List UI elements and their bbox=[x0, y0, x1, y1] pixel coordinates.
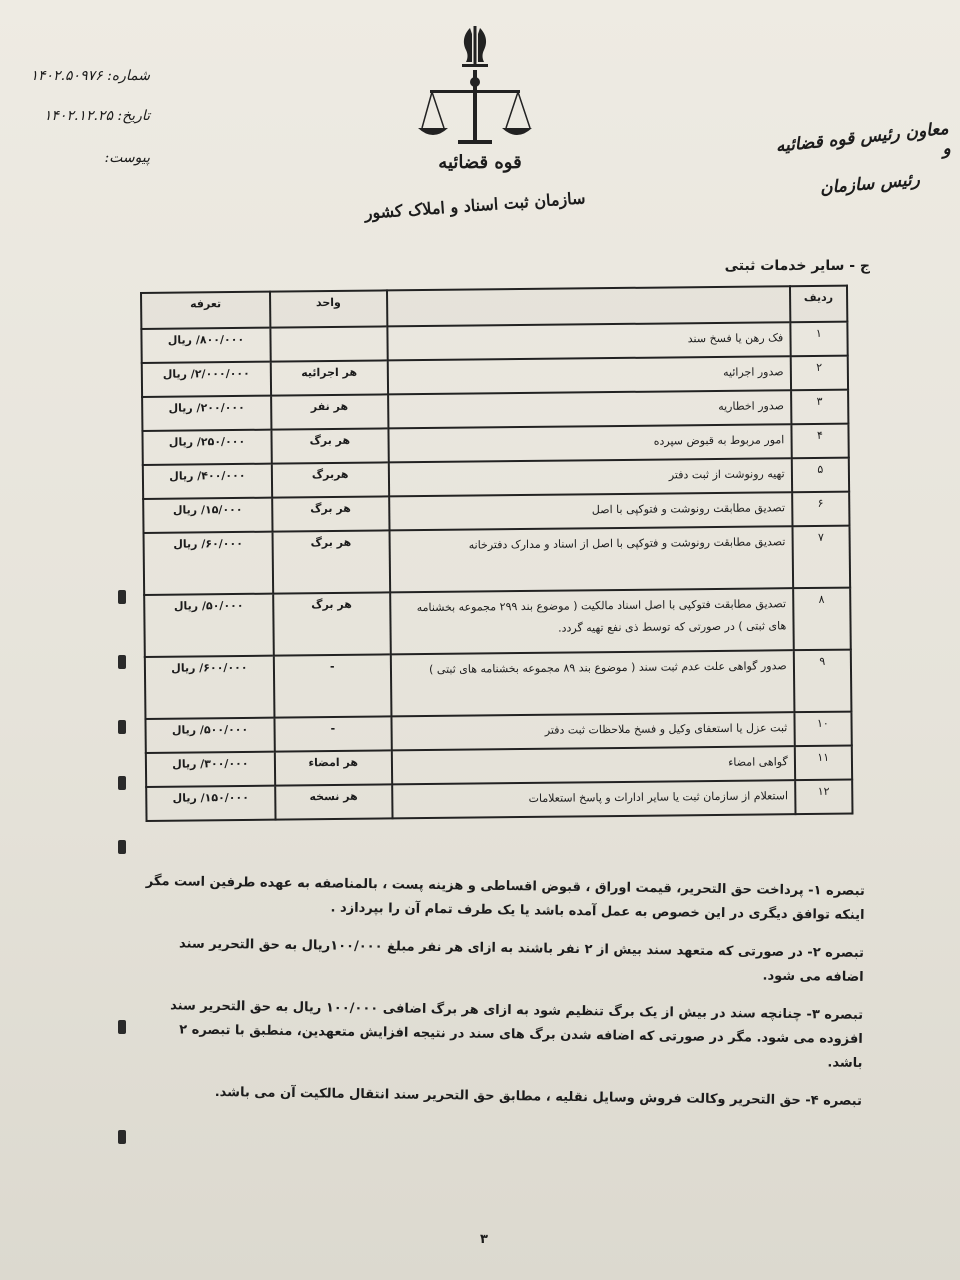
row-number: ۱۱ bbox=[794, 746, 852, 781]
header-row-number: ردیف bbox=[790, 286, 848, 323]
header-fee: تعرفه bbox=[141, 292, 270, 329]
row-unit: هربرگ bbox=[272, 462, 389, 497]
row-fee: ۸۰۰/۰۰۰/ ریال bbox=[141, 328, 270, 363]
table-row bbox=[145, 650, 852, 719]
margin-mark bbox=[118, 720, 126, 734]
row-unit: هر اجرائیه bbox=[271, 360, 388, 395]
row-fee: ۱۵/۰۰۰/ ریال bbox=[143, 498, 272, 533]
header-unit: واحد bbox=[270, 290, 387, 327]
letter-number: شماره: ۱۴۰۲.۵۰۹۷۶ bbox=[30, 68, 150, 84]
margin-mark bbox=[118, 1020, 126, 1034]
header-description bbox=[387, 286, 790, 326]
row-description: تهیه رونوشت از ثبت دفتر bbox=[388, 458, 791, 496]
row-fee: ۶۰۰/۰۰۰/ ریال bbox=[145, 656, 275, 719]
row-number: ۲ bbox=[790, 356, 848, 391]
row-description: استعلام از سازمان ثبت یا سایر ادارات و پاسخ استعلامات bbox=[392, 780, 795, 818]
row-number: ۱ bbox=[790, 322, 848, 357]
row-fee: ۵۰۰/۰۰۰/ ریال bbox=[145, 718, 274, 753]
row-description: صدور اجرائیه bbox=[387, 356, 790, 394]
row-fee: ۵۰/۰۰۰/ ریال bbox=[144, 594, 274, 657]
row-number: ۱۲ bbox=[795, 780, 853, 815]
row-description: صدور گواهی علت عدم ثبت سند ( موضوع بند ۸۹ مجموعه بخشنامه های ثبتی ) bbox=[390, 650, 794, 716]
row-description: فک رهن یا فسخ سند bbox=[387, 322, 790, 360]
row-fee: ۴۰۰/۰۰۰/ ریال bbox=[143, 464, 272, 499]
row-fee: ۲/۰۰۰/۰۰۰/ ریال bbox=[142, 362, 271, 397]
row-number: ۱۰ bbox=[794, 712, 852, 747]
note-4: تبصره ۴- حق التحریر وکالت فروش وسایل نقلیه ، مطابق حق التحریر سند انتقال مالکیت آن می باشد. bbox=[214, 1084, 863, 1109]
row-number: ۳ bbox=[791, 390, 849, 425]
row-unit: هر برگ bbox=[272, 530, 389, 593]
row-unit: هر برگ bbox=[273, 592, 390, 655]
margin-mark bbox=[118, 776, 126, 790]
row-unit: هر برگ bbox=[271, 428, 388, 463]
margin-mark bbox=[118, 840, 126, 854]
note-3: تبصره ۳- چنانچه سند در بیش از یک برگ تنظیم شود به ازای هر برگ اضافی ۱۰۰/۰۰۰ ریال به حق التحریر سند افزوده می شود. مگر در صورتی که اضافه شدن برگ های سند در نتیجه افزایش متعهدین، منطبق با تبصره ۲ باشد. bbox=[170, 998, 864, 1071]
row-unit: - bbox=[274, 716, 391, 751]
table-row bbox=[144, 588, 851, 657]
row-fee: ۲۵۰/۰۰۰/ ریال bbox=[142, 430, 271, 465]
row-description: تصدیق مطابقت فتوکپی با اصل اسناد مالکیت ( موضوع بند ۲۹۹ مجموعه بخشنامه های ثبتی ) در صورتی که توسط ذی نفع تهیه گردد. bbox=[390, 588, 794, 654]
row-number: ۸ bbox=[793, 588, 851, 651]
row-description: تصدیق مطابقت رونوشت و فتوکپی با اصل bbox=[389, 492, 792, 530]
fees-table bbox=[140, 285, 854, 822]
letter-attachment: پیوست: bbox=[104, 150, 150, 166]
row-unit: هر نفر bbox=[271, 394, 388, 429]
signature-title: معاون رئیس قوه قضائیه و bbox=[774, 118, 952, 160]
margin-mark bbox=[118, 1130, 126, 1144]
row-number: ۹ bbox=[793, 650, 851, 713]
row-number: ۶ bbox=[792, 492, 850, 527]
row-description: گواهی امضاء bbox=[391, 746, 794, 784]
row-unit: هر امضاء bbox=[275, 750, 392, 785]
page-number: ۳ bbox=[480, 1232, 488, 1247]
signature-subtitle: رئیس سازمان bbox=[819, 169, 921, 199]
org-name-registration: سازمان ثبت اسناد و املاک کشور bbox=[363, 188, 587, 223]
row-description: امور مربوط به قبوض سپرده bbox=[388, 424, 791, 462]
row-unit bbox=[270, 326, 387, 361]
row-description: صدور اخطاریه bbox=[388, 390, 791, 428]
row-unit: هر نسخه bbox=[275, 784, 392, 819]
table-row bbox=[144, 526, 851, 595]
table-row bbox=[146, 780, 852, 821]
margin-mark bbox=[118, 590, 126, 604]
row-fee: ۶۰/۰۰۰/ ریال bbox=[144, 532, 274, 595]
section-title: ج - سایر خدمات ثبتی bbox=[724, 258, 870, 274]
row-number: ۷ bbox=[792, 526, 850, 589]
notes-section bbox=[142, 870, 865, 1128]
row-number: ۴ bbox=[791, 424, 849, 459]
row-unit: هر برگ bbox=[272, 496, 389, 531]
note-1: تبصره ۱- پرداخت حق التحریر، قیمت اوراق ، قبوض اقساطی و هزینه پست ، بالمناصفه به عهده طرفین است مگر اینکه توافق دیگری در این خصوص به عمل آمده باشد یا یک طرف تمام آن را بپردازد . bbox=[145, 873, 865, 923]
letter-date: تاریخ: ۱۴۰۲.۱۲.۲۵ bbox=[43, 108, 150, 124]
row-fee: ۲۰۰/۰۰۰/ ریال bbox=[142, 396, 271, 431]
row-number: ۵ bbox=[791, 458, 849, 493]
row-unit: - bbox=[274, 654, 391, 717]
margin-mark bbox=[118, 655, 126, 669]
iran-emblem-scales-icon bbox=[410, 20, 540, 170]
row-description: تصدیق مطابقت رونوشت و فتوکپی با اصل از اسناد و مدارک دفترخانه bbox=[389, 526, 793, 592]
row-fee: ۱۵۰/۰۰۰/ ریال bbox=[146, 786, 275, 821]
org-name-judiciary: قوه قضائیه bbox=[438, 152, 522, 173]
row-fee: ۳۰۰/۰۰۰/ ریال bbox=[146, 752, 275, 787]
row-description: ثبت عزل یا استعفای وکیل و فسخ ملاحظات ثبت دفتر bbox=[391, 712, 794, 750]
note-2: تبصره ۲- در صورتی که متعهد سند بیش از ۲ نفر باشند به ازای هر نفر مبلغ ۱۰۰/۰۰۰ریال به حق التحریر سند اضافه می شود. bbox=[178, 936, 865, 985]
